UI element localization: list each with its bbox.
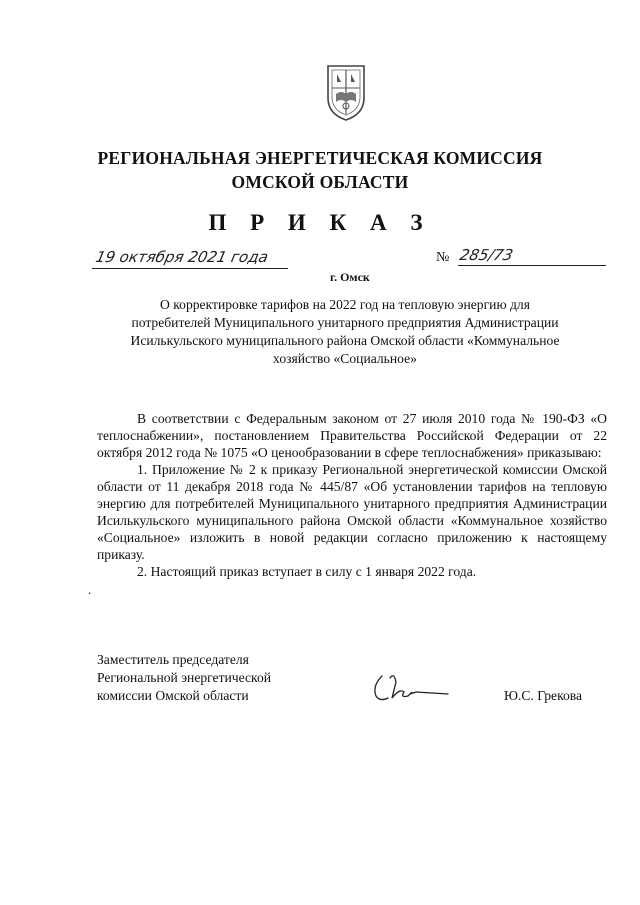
handwritten-signature — [370, 668, 450, 708]
number-underline — [458, 265, 606, 266]
document-date: 19 октября 2021 года — [94, 248, 270, 266]
organization-name-line2: ОМСКОЙ ОБЛАСТИ — [231, 172, 409, 192]
item-1-paragraph: 1. Приложение № 2 к приказу Региональной энергетической комиссии Омской области от 11 декабря 2018 года № 445/87 «Об установлении тарифов на тепловую энергию для потребителей Муниципального унитарного предприятия Администрации Исилькульского муниципального района Омской области «Коммунальное хозяйство «Социальное» изложить в новой редакции согласно приложению к настоящему приказу. — [97, 462, 607, 562]
coat-of-arms-icon — [324, 62, 368, 122]
item-2-paragraph: 2. Настоящий приказ вступает в силу с 1 января 2022 года. — [137, 564, 477, 579]
number-sign: № — [436, 250, 450, 265]
document-body — [97, 410, 607, 580]
document-subject: О корректировке тарифов на 2022 год на тепловую энергию для потребителей Муниципального унитарного предприятия Администрации Исилькульского муниципального района Омской области «Коммунальное хозяйство «Социальное» — [130, 297, 560, 366]
preamble-paragraph: В соответствии с Федеральным законом от 27 июля 2010 года № 190-ФЗ «О теплоснабжении», постановлением Правительства Российской Федерации от 22 октября 2012 года № 1075 «О ценообразовании в сфере теплоснабжения» приказываю: — [97, 411, 607, 460]
organization-name-line1: РЕГИОНАЛЬНАЯ ЭНЕРГЕТИЧЕСКАЯ КОМИССИЯ — [97, 148, 543, 168]
document-city: г. Омск — [330, 270, 370, 284]
signatory-name: Ю.С. Грекова — [504, 688, 583, 703]
position-line-1: Заместитель председателя — [97, 652, 249, 667]
signatory-position — [97, 651, 271, 705]
document-number: 285/73 — [458, 246, 515, 264]
document-type-title: П Р И К А З — [208, 210, 432, 235]
margin-dot: . — [88, 582, 92, 597]
date-underline — [92, 268, 288, 269]
position-line-2: Региональной энергетической — [97, 670, 272, 685]
position-line-3: комиссии Омской области — [97, 688, 249, 703]
